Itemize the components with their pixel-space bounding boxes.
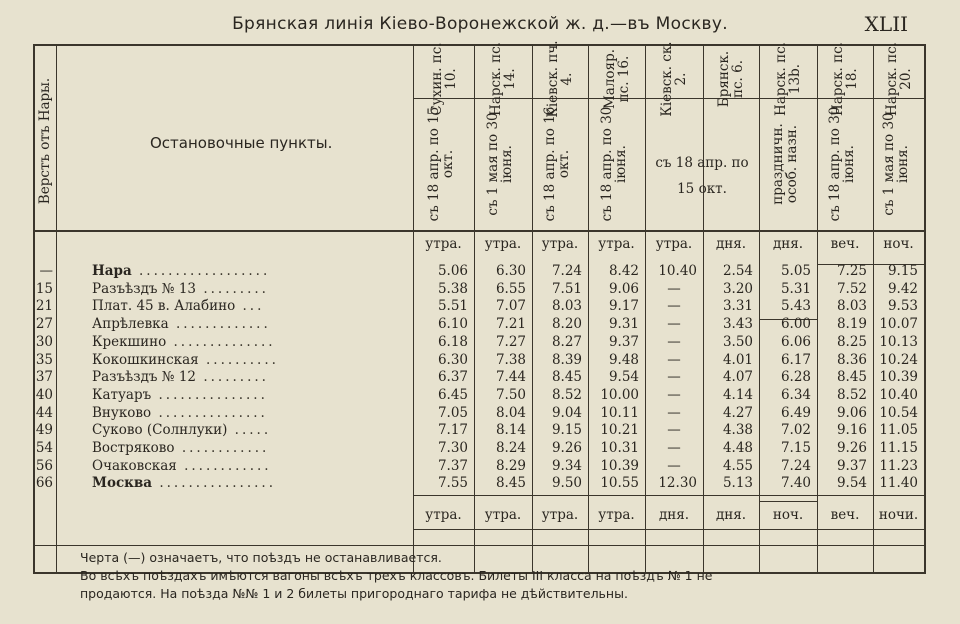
time-cell: 10.31 (600, 440, 639, 456)
column-train-name: Нарск. пс. 18. (830, 42, 860, 116)
column-time-of-day-top: утра. (484, 236, 522, 252)
time-cell: 9.54 (836, 475, 867, 492)
time-cell: 8.52 (551, 386, 582, 403)
time-cell: 8.14 (495, 422, 526, 439)
time-cell: 11.40 (879, 475, 918, 492)
station-name (92, 334, 276, 350)
leader-dots: ............... (151, 386, 268, 403)
time-cell: 4.27 (722, 404, 753, 421)
column-time-of-day-top: утра. (598, 236, 635, 252)
column-train-name: Нарск. пс. 14. (488, 42, 518, 116)
time-cell: 8.52 (836, 386, 867, 403)
time-cell: 7.24 (780, 457, 811, 474)
time-cell: 4.14 (722, 386, 753, 403)
station-name (92, 263, 270, 279)
column-period: съ 18 апр. по 16 окт. (542, 106, 572, 222)
station-label: Суково (Солнлуки) (92, 422, 228, 439)
column-time-of-day-top: утра. (541, 236, 579, 252)
time-cell: 7.38 (495, 351, 526, 368)
column-period: съ 18 апр. по 30 іюня. (598, 106, 629, 222)
time-cell: 8.24 (495, 440, 526, 456)
verst-value: 27 (35, 316, 53, 333)
column-train-name: Нарск. пс. 13b. (773, 42, 803, 116)
time-cell: 9.37 (608, 333, 639, 350)
station-label: Кокошкинская (92, 351, 199, 368)
verst-value: 40 (35, 386, 53, 403)
time-cell: 5.05 (780, 263, 811, 279)
time-cell: 6.17 (780, 351, 811, 368)
verst-value: 66 (35, 475, 53, 492)
verst-value: 54 (35, 440, 53, 456)
time-cell: 10.11 (600, 404, 639, 421)
leader-dots: ............ (176, 457, 272, 474)
station-label: Разъѣздъ № 13 (92, 280, 197, 297)
column-period: съ 18 апр. по 30 іюня. (827, 106, 857, 222)
time-cell: 9.54 (608, 369, 639, 386)
station-label: Плат. 45 в. Алабино (92, 298, 236, 315)
time-cell: 7.50 (495, 386, 526, 403)
column-time-of-day-top: веч. (830, 236, 860, 252)
verst-value: 44 (35, 404, 53, 421)
time-cell: 10.00 (600, 386, 639, 403)
time-cell: 9.26 (551, 440, 582, 456)
station-name (92, 440, 269, 456)
column-period: съ 1 мая по 30 іюня. (485, 112, 515, 216)
station-label: Нара (92, 263, 132, 279)
time-cell: 7.25 (836, 263, 867, 279)
time-cell: 8.03 (551, 298, 582, 315)
column-train-name: Малояр. пс. 16. (601, 48, 632, 110)
time-cell: 9.42 (887, 280, 918, 297)
station-name (92, 475, 276, 491)
time-cell: 7.37 (437, 457, 468, 474)
time-cell: 6.00 (780, 316, 811, 333)
verst-value: — (39, 263, 53, 279)
station-name (92, 281, 269, 297)
time-cell: 5.43 (780, 298, 811, 315)
page-title: Брянская линія Кіево-Воронежской ж. д.—въ Москву. (232, 14, 728, 34)
time-cell: 3.50 (722, 333, 753, 350)
time-cell: 9.31 (608, 316, 639, 333)
column-time-of-day-top: ноч. (883, 236, 914, 252)
station-name (92, 422, 271, 438)
time-cell: — (667, 298, 681, 315)
time-cell: 6.28 (780, 369, 811, 386)
time-cell: 9.17 (608, 298, 639, 315)
column-train-name: Кіевск. ск. 2. (659, 41, 689, 117)
leader-dots: .................. (131, 263, 271, 279)
verst-divider (56, 46, 57, 572)
time-cell: 9.04 (551, 404, 582, 421)
time-cell: 8.27 (551, 333, 582, 350)
column-time-of-day-bottom: утра. (425, 507, 462, 523)
time-cell: 4.38 (722, 422, 753, 439)
time-cell: — (667, 404, 681, 421)
time-cell: 7.24 (551, 263, 582, 279)
time-cell: 7.44 (495, 369, 526, 386)
time-cell: 6.45 (437, 386, 468, 403)
column-period-merged: съ 18 апр. по 15 окт. (655, 155, 749, 197)
time-cell: 10.39 (879, 369, 918, 386)
column-time-of-day-bottom: утра. (598, 507, 635, 523)
time-cell: — (667, 316, 681, 333)
time-cell: 8.42 (608, 263, 639, 279)
leader-dots: ............. (168, 316, 271, 333)
time-cell: 10.21 (600, 422, 639, 439)
station-name (92, 369, 269, 385)
time-cell: 9.16 (836, 422, 867, 439)
time-cell: 4.01 (722, 351, 753, 368)
time-cell: 8.04 (495, 404, 526, 421)
verst-value: 56 (35, 457, 53, 474)
leader-dots: .............. (166, 333, 276, 350)
time-cell: 8.45 (551, 369, 582, 386)
time-cell: — (667, 280, 681, 297)
station-name (92, 387, 268, 403)
time-cell: 8.45 (495, 475, 526, 492)
time-cell: 10.39 (600, 457, 639, 474)
time-cell: 10.24 (879, 351, 918, 368)
column-time-of-day-top: утра. (425, 236, 462, 252)
station-label: Апрѣлевка (92, 316, 169, 333)
time-cell: 8.36 (836, 351, 867, 368)
column-time-of-day-top: дня. (772, 236, 804, 252)
note-classes-line2: продаются. На поѣзда №№ 1 и 2 билеты пригороднаго тарифа не дѣйствительны. (80, 586, 628, 601)
time-cell: — (667, 369, 681, 386)
time-cell: — (667, 333, 681, 350)
station-name (92, 352, 279, 368)
column-time-of-day-bottom: дня. (658, 507, 690, 523)
column-period: съ 1 мая по 30 іюня. (880, 112, 911, 216)
verst-value: 30 (35, 333, 53, 350)
station-label: Крекшино (92, 333, 167, 350)
time-cell: 9.34 (551, 457, 582, 474)
time-cell: 8.45 (836, 369, 867, 386)
time-cell: 8.29 (495, 457, 526, 474)
station-label: Разъѣздъ № 12 (92, 369, 197, 386)
column-train-name: Сухин. пс. 10. (428, 42, 459, 116)
time-cell: 6.06 (780, 333, 811, 350)
column-period: съ 18 апр. по 15 окт. (425, 106, 456, 222)
time-cell: 10.54 (879, 404, 918, 421)
column-train-name: Нарск. пс. 20. (883, 42, 914, 116)
column-train-name: Кіевск. пч. 4. (545, 40, 575, 118)
stations-header: Остановочные пункты. (150, 134, 333, 152)
time-cell: 4.48 (722, 440, 753, 456)
time-cell: 9.50 (551, 475, 582, 492)
time-cell: 9.53 (887, 298, 918, 315)
page-number: XLII (864, 12, 908, 36)
time-cell: — (667, 457, 681, 474)
time-cell: 8.03 (836, 298, 867, 315)
time-cell: 7.30 (437, 440, 468, 456)
time-cell: 9.15 (551, 422, 582, 439)
note-classes (80, 567, 930, 603)
time-cell: 6.37 (437, 369, 468, 386)
time-cell: 8.19 (836, 316, 867, 333)
time-cell: 7.07 (495, 298, 526, 315)
column-time-of-day-bottom: ночи. (878, 507, 919, 523)
time-cell: — (667, 422, 681, 439)
time-cell: 6.34 (780, 386, 811, 403)
station-label: Москва (92, 475, 153, 492)
verst-value: 21 (35, 298, 53, 315)
time-cell: 7.02 (780, 422, 811, 439)
column-time-of-day-bottom: утра. (484, 507, 522, 523)
time-cell: 10.07 (879, 316, 918, 333)
station-name (92, 316, 271, 332)
time-cell: 9.48 (608, 351, 639, 368)
time-cell: 6.30 (495, 263, 526, 279)
time-cell: 8.39 (551, 351, 582, 368)
time-cell: 3.20 (722, 280, 753, 297)
time-cell: 5.13 (722, 475, 753, 492)
column-period: праздничн. особ. назн. (770, 123, 800, 205)
time-cell: 12.30 (658, 475, 697, 492)
time-cell: 5.38 (437, 280, 468, 297)
note-classes-line1: Во всѣхъ поѣздахъ имѣются вагоны всѣхъ трехъ классовъ. Билеты III класса на поѣздъ № 1 не (80, 568, 713, 583)
time-cell: 9.37 (836, 457, 867, 474)
leader-dots: ......... (196, 369, 269, 386)
time-cell: 11.15 (879, 440, 918, 456)
time-cell: 10.40 (658, 263, 697, 279)
time-cell: 3.43 (722, 316, 753, 333)
time-cell: 8.20 (551, 316, 582, 333)
time-cell: 6.55 (495, 280, 526, 297)
time-cell: 5.06 (437, 263, 468, 279)
verst-value: 49 (35, 422, 53, 439)
note-dash: Черта (—) означаетъ, что поѣздъ не останавливается. (80, 550, 442, 565)
time-cell: 7.51 (551, 280, 582, 297)
column-time-of-day-bottom: ноч. (772, 507, 804, 523)
time-cell: — (667, 351, 681, 368)
time-cell: 9.26 (836, 440, 867, 456)
time-cell: 7.55 (437, 475, 468, 492)
time-cell: 7.21 (495, 316, 526, 333)
leader-dots: .......... (198, 351, 279, 368)
time-cell: 4.55 (722, 457, 753, 474)
time-cell: 7.40 (780, 475, 811, 492)
station-label: Очаковская (92, 457, 177, 474)
time-cell: 6.10 (437, 316, 468, 333)
time-cell: 11.23 (879, 457, 918, 474)
column-time-of-day-top: дня. (715, 236, 747, 252)
time-cell: 11.05 (879, 422, 918, 439)
header-bottom-rule (35, 230, 924, 232)
time-cell: — (667, 386, 681, 403)
notes-divider (35, 545, 924, 546)
column-time-of-day-bottom: веч. (830, 507, 860, 523)
column-time-of-day-top: утра. (655, 236, 693, 252)
times-bottom-rule (413, 495, 924, 496)
station-name (92, 405, 268, 421)
time-cell: 5.31 (780, 280, 811, 297)
time-cell: 5.51 (437, 298, 468, 315)
leader-dots: ..... (227, 422, 272, 439)
time-cell: 7.15 (780, 440, 811, 456)
time-cell: 3.31 (722, 298, 753, 315)
leader-dots: ......... (196, 280, 269, 297)
verst-value: 35 (35, 351, 53, 368)
time-cell: 7.05 (437, 404, 468, 421)
time-cell: 10.40 (879, 386, 918, 403)
station-name (92, 298, 264, 314)
time-cell: 9.15 (887, 263, 918, 279)
time-cell: 7.27 (495, 333, 526, 350)
verst-header: Верстъ отъ Нары. (37, 77, 53, 205)
station-label: Катуаръ (92, 386, 152, 403)
leader-dots: ... (235, 298, 265, 315)
time-cell: 2.54 (722, 263, 753, 279)
table-bottom-rule (413, 529, 924, 530)
station-label: Внуково (92, 404, 152, 421)
time-cell: 10.13 (879, 333, 918, 350)
verst-value: 37 (35, 369, 53, 386)
leader-dots: ............ (174, 440, 270, 456)
column-time-of-day-bottom: утра. (541, 507, 579, 523)
time-cell: 9.06 (836, 404, 867, 421)
group-box-line (759, 501, 817, 502)
column-train-name: Брянск. пс. 6. (716, 50, 746, 108)
time-cell: 7.52 (836, 280, 867, 297)
time-cell: 6.18 (437, 333, 468, 350)
time-cell: 10.55 (600, 475, 639, 492)
time-cell: — (667, 440, 681, 456)
time-cell: 8.25 (836, 333, 867, 350)
station-label: Востряково (92, 440, 175, 456)
time-cell: 4.07 (722, 369, 753, 386)
time-cell: 9.06 (608, 280, 639, 297)
timetable (33, 40, 926, 574)
time-cell: 7.17 (437, 422, 468, 439)
time-cell: 6.30 (437, 351, 468, 368)
verst-value: 15 (35, 280, 53, 297)
leader-dots: ............... (151, 404, 268, 421)
leader-dots: ................ (152, 475, 276, 492)
station-name (92, 458, 272, 474)
time-cell: 6.49 (780, 404, 811, 421)
column-time-of-day-bottom: дня. (715, 507, 747, 523)
